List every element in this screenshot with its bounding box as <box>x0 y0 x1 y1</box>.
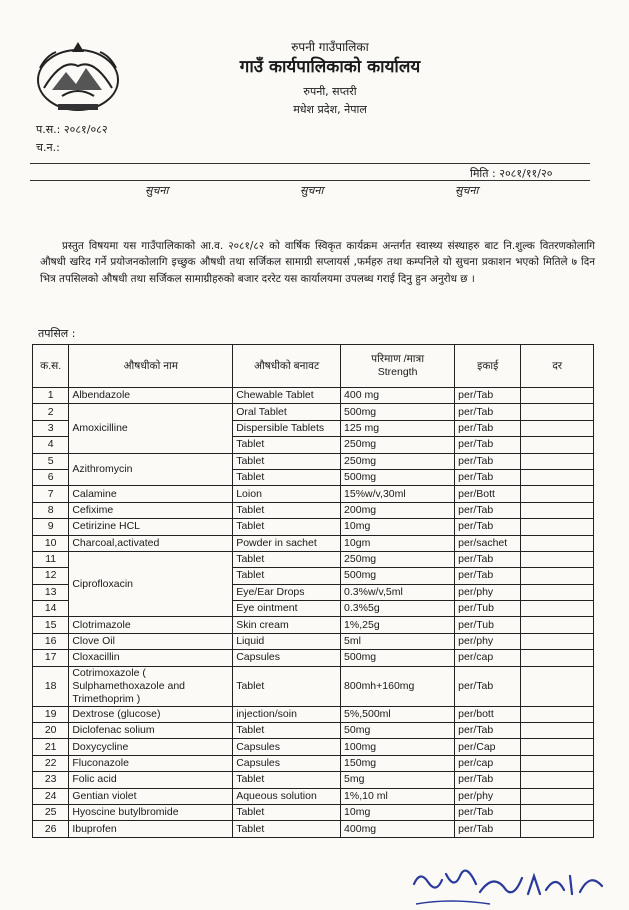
cell-name: Azithromycin <box>69 453 233 486</box>
municipality-name: रुपनी गाउँपालिका <box>291 40 369 54</box>
table-row <box>33 388 594 404</box>
cell-serial: 15 <box>33 617 69 633</box>
cell-strength: 500mg <box>341 568 455 584</box>
notice-heading: सुचना <box>145 184 169 197</box>
cell-unit: per/Bott <box>455 486 521 502</box>
cell-form: Tablet <box>233 666 341 706</box>
cell-rate <box>521 502 594 518</box>
cell-serial: 14 <box>33 601 69 617</box>
handwritten-signature <box>410 864 610 910</box>
cell-rate <box>521 633 594 649</box>
cell-strength: 400mg <box>341 821 455 837</box>
cell-name: Clove Oil <box>69 633 233 649</box>
cell-serial: 17 <box>33 650 69 666</box>
cell-unit: per/Tab <box>455 666 521 706</box>
notice-heading: सुचना <box>455 184 479 197</box>
cell-rate <box>521 535 594 551</box>
cell-serial: 4 <box>33 437 69 453</box>
cell-form: Capsules <box>233 739 341 755</box>
cell-rate <box>521 739 594 755</box>
cell-rate <box>521 420 594 436</box>
header-unit: इकाई <box>455 345 521 388</box>
cell-unit: per/Tab <box>455 723 521 739</box>
cell-name: Doxycycline <box>69 739 233 755</box>
cell-rate <box>521 453 594 469</box>
cell-unit: per/Tab <box>455 388 521 404</box>
cell-serial: 25 <box>33 804 69 820</box>
cell-serial: 22 <box>33 755 69 771</box>
table-row <box>33 519 594 535</box>
cell-serial: 9 <box>33 519 69 535</box>
cell-name: Charcoal,activated <box>69 535 233 551</box>
cell-rate <box>521 788 594 804</box>
cell-form: Oral Tablet <box>233 404 341 420</box>
cell-strength: 10mg <box>341 519 455 535</box>
cell-name: Amoxicilline <box>69 404 233 453</box>
cell-form: Powder in sachet <box>233 535 341 551</box>
cell-rate <box>521 404 594 420</box>
cell-serial: 1 <box>33 388 69 404</box>
office-title: गाउँ कार्यपालिकाको कार्यालय <box>239 57 421 77</box>
table-row <box>33 486 594 502</box>
cell-strength: 500mg <box>341 404 455 420</box>
cell-form: Tablet <box>233 723 341 739</box>
cell-strength: 800mh+160mg <box>341 666 455 706</box>
cell-strength: 5%,500ml <box>341 706 455 722</box>
table-row <box>33 551 594 567</box>
cell-name: Ciprofloxacin <box>69 551 233 617</box>
cell-serial: 7 <box>33 486 69 502</box>
cell-rate <box>521 437 594 453</box>
cell-name: Cloxacillin <box>69 650 233 666</box>
table-row <box>33 650 594 666</box>
table-row <box>33 723 594 739</box>
cell-form: Eye/Ear Drops <box>233 584 341 600</box>
cell-name: Clotrimazole <box>69 617 233 633</box>
cell-strength: 1%,25g <box>341 617 455 633</box>
cell-serial: 26 <box>33 821 69 837</box>
cell-form: Tablet <box>233 453 341 469</box>
cell-form: Tablet <box>233 502 341 518</box>
cell-serial: 10 <box>33 535 69 551</box>
cell-unit: per/Cap <box>455 739 521 755</box>
table-row <box>33 772 594 788</box>
cell-unit: per/phy <box>455 584 521 600</box>
cell-rate <box>521 772 594 788</box>
table-row <box>33 633 594 649</box>
cell-strength: 250mg <box>341 551 455 567</box>
cell-strength: 250mg <box>341 453 455 469</box>
cell-form: Chewable Tablet <box>233 388 341 404</box>
cell-name: Cetirizine HCL <box>69 519 233 535</box>
table-row <box>33 706 594 722</box>
cell-unit: per/Tab <box>455 437 521 453</box>
cell-strength: 10gm <box>341 535 455 551</box>
cell-strength: 15%w/v,30ml <box>341 486 455 502</box>
cell-unit: per/Tab <box>455 404 521 420</box>
table-row <box>33 739 594 755</box>
table-row <box>33 502 594 518</box>
cell-rate <box>521 584 594 600</box>
cell-unit: per/Tab <box>455 551 521 567</box>
cell-form: Tablet <box>233 821 341 837</box>
cell-form: Tablet <box>233 469 341 485</box>
cell-strength: 125 mg <box>341 420 455 436</box>
cell-serial: 2 <box>33 404 69 420</box>
cell-unit: per/cap <box>455 755 521 771</box>
cell-strength: 500mg <box>341 469 455 485</box>
cell-serial: 12 <box>33 568 69 584</box>
cell-rate <box>521 486 594 502</box>
reference-number: प.स.: २०८१/०८२ <box>36 123 108 136</box>
cell-strength: 150mg <box>341 755 455 771</box>
address-line-1: रुपनी, सप्तरी <box>303 85 357 98</box>
cell-unit: per/sachet <box>455 535 521 551</box>
cell-form: Liquid <box>233 633 341 649</box>
cell-unit: per/cap <box>455 650 521 666</box>
cell-rate <box>521 706 594 722</box>
table-row <box>33 755 594 771</box>
cell-form: Skin cream <box>233 617 341 633</box>
cell-name: Calamine <box>69 486 233 502</box>
cell-unit: per/Tab <box>455 519 521 535</box>
cell-rate <box>521 469 594 485</box>
cell-unit: per/Tab <box>455 502 521 518</box>
table-row <box>33 788 594 804</box>
cell-unit: per/phy <box>455 633 521 649</box>
header-form: औषधीको बनावट <box>233 345 341 388</box>
table-row <box>33 453 594 469</box>
cell-form: Tablet <box>233 551 341 567</box>
cell-strength: 0.3%5g <box>341 601 455 617</box>
cell-unit: per/Tab <box>455 821 521 837</box>
header-strength <box>341 345 455 388</box>
nepal-emblem-icon <box>32 38 124 116</box>
divider <box>30 180 590 181</box>
cell-serial: 6 <box>33 469 69 485</box>
cell-strength: 200mg <box>341 502 455 518</box>
cell-rate <box>521 551 594 567</box>
cell-name: Diclofenac solium <box>69 723 233 739</box>
header-strength-ne: परिमाण /मात्रा <box>371 353 425 365</box>
cell-strength: 100mg <box>341 739 455 755</box>
issue-date: मिति : २०८१/११/२० <box>470 167 553 180</box>
table-header-row <box>33 345 594 388</box>
cell-serial: 5 <box>33 453 69 469</box>
cell-form: Eye ointment <box>233 601 341 617</box>
notice-body <box>40 238 595 287</box>
cell-strength: 5mg <box>341 772 455 788</box>
cell-strength: 50mg <box>341 723 455 739</box>
cell-rate <box>521 804 594 820</box>
cell-form: Capsules <box>233 650 341 666</box>
cell-strength: 10mg <box>341 804 455 820</box>
cell-unit: per/Tub <box>455 601 521 617</box>
cell-form: injection/soin <box>233 706 341 722</box>
cell-strength: 500mg <box>341 650 455 666</box>
cell-rate <box>521 755 594 771</box>
schedule-label: तपसिल : <box>38 327 76 340</box>
header-rate: दर <box>521 345 594 388</box>
cell-unit: per/Tab <box>455 420 521 436</box>
notice-paragraph: प्रस्तुत विषयमा यस गाउँपालिकाको आ.व. २०८१/८२ को वार्षिक स्विकृत कार्यक्रम अन्तर्गत स्वास्थ्य संस्थाहरु बाट नि.शुल्क वितरणकोलागि औषधी खरिद गर्ने प्रयोजनकोलागि इच्छुक औषधी तथा सर्जिकल सामाग्री सप्लायर्स ,फर्महरु तथा कम्पनिले यो सुचना प्रकाशन भएको मितिले ७ दिन भित्र तपसिलको औषधी तथा सर्जिकल सामाग्रीहरुको बजार दररेट यस कार्यालयमा उपलब्ध गराई दिनु हुन अनुरोध छ । <box>40 240 595 285</box>
cell-name: Gentian violet <box>69 788 233 804</box>
cell-rate <box>521 617 594 633</box>
table-row <box>33 617 594 633</box>
cell-unit: per/Tub <box>455 617 521 633</box>
cell-serial: 21 <box>33 739 69 755</box>
table-row <box>33 804 594 820</box>
cell-serial: 20 <box>33 723 69 739</box>
cell-unit: per/phy <box>455 788 521 804</box>
cell-rate <box>521 650 594 666</box>
cell-form: Aqueous solution <box>233 788 341 804</box>
cell-rate <box>521 568 594 584</box>
cell-serial: 16 <box>33 633 69 649</box>
cell-name: Fluconazole <box>69 755 233 771</box>
cell-rate <box>521 388 594 404</box>
cell-unit: per/Tab <box>455 453 521 469</box>
cell-serial: 8 <box>33 502 69 518</box>
cell-form: Loion <box>233 486 341 502</box>
cell-name: Folic acid <box>69 772 233 788</box>
cell-serial: 18 <box>33 666 69 706</box>
header-serial: क.स. <box>33 345 69 388</box>
cell-form: Tablet <box>233 772 341 788</box>
cell-unit: per/bott <box>455 706 521 722</box>
cell-rate <box>521 666 594 706</box>
cell-serial: 24 <box>33 788 69 804</box>
cell-strength: 250mg <box>341 437 455 453</box>
table-row <box>33 821 594 837</box>
cell-form: Tablet <box>233 519 341 535</box>
cell-strength: 400 mg <box>341 388 455 404</box>
cell-serial: 13 <box>33 584 69 600</box>
cell-rate <box>521 821 594 837</box>
cell-strength: 0.3%w/v,5ml <box>341 584 455 600</box>
cell-serial: 11 <box>33 551 69 567</box>
cell-unit: per/Tab <box>455 804 521 820</box>
cell-unit: per/Tab <box>455 568 521 584</box>
cell-strength: 1%,10 ml <box>341 788 455 804</box>
cell-name: Dextrose (glucose) <box>69 706 233 722</box>
table-row <box>33 535 594 551</box>
cell-unit: per/Tab <box>455 772 521 788</box>
cell-name: Cefixime <box>69 502 233 518</box>
dispatch-number: च.न.: <box>36 141 60 154</box>
cell-rate <box>521 601 594 617</box>
cell-form: Tablet <box>233 804 341 820</box>
cell-name: Hyoscine butylbromide <box>69 804 233 820</box>
cell-rate <box>521 519 594 535</box>
cell-form: Dispersible Tablets <box>233 420 341 436</box>
cell-unit: per/Tab <box>455 469 521 485</box>
address-line-2: मधेश प्रदेश, नेपाल <box>293 103 367 116</box>
medicine-table <box>32 344 594 838</box>
header-medicine-name: औषधीको नाम <box>69 345 233 388</box>
divider <box>30 163 590 164</box>
cell-form: Tablet <box>233 568 341 584</box>
header-strength-en: Strength <box>377 366 418 378</box>
cell-serial: 23 <box>33 772 69 788</box>
table-row <box>33 666 594 706</box>
table-row <box>33 404 594 420</box>
cell-form: Tablet <box>233 437 341 453</box>
cell-serial: 3 <box>33 420 69 436</box>
notice-heading: सुचना <box>300 184 324 197</box>
cell-strength: 5ml <box>341 633 455 649</box>
cell-name: Albendazole <box>69 388 233 404</box>
cell-name: Cotrimoxazole ( Sulphamethoxazole and Trimethoprim ) <box>69 666 233 706</box>
cell-name: Ibuprofen <box>69 821 233 837</box>
cell-form: Capsules <box>233 755 341 771</box>
cell-rate <box>521 723 594 739</box>
cell-serial: 19 <box>33 706 69 722</box>
